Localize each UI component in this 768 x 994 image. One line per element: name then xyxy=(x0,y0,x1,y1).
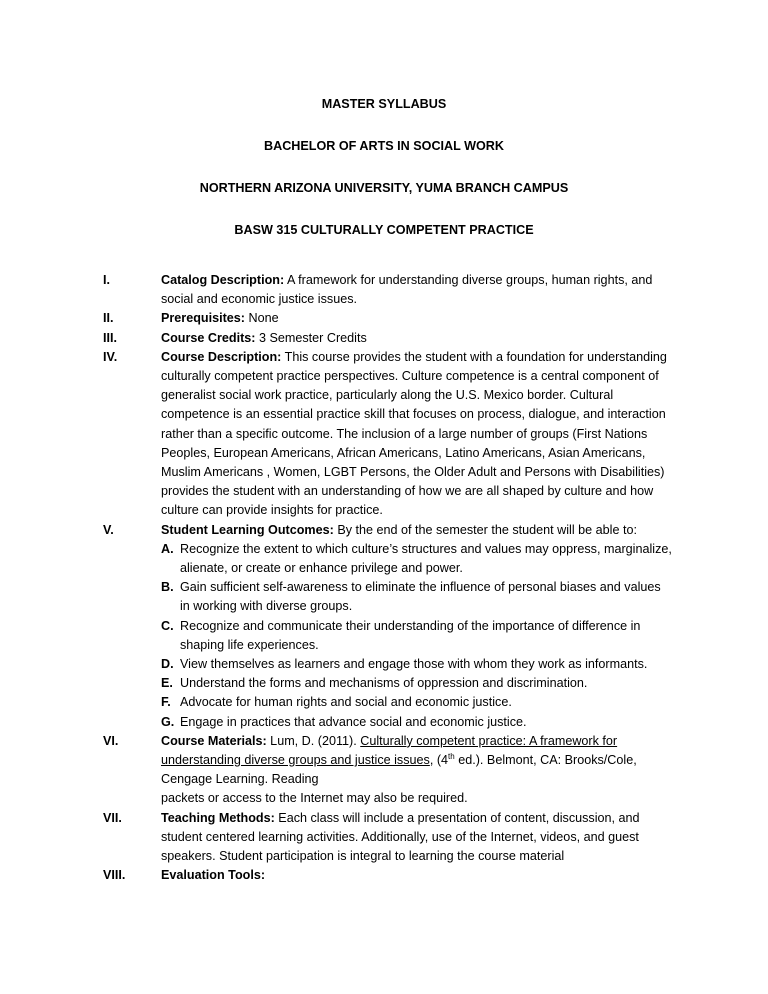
section-text: 3 Semester Credits xyxy=(255,330,367,345)
section-number: I. xyxy=(103,273,110,287)
section-label: Course Credits: xyxy=(161,330,256,345)
section-learning-outcomes xyxy=(0,521,768,732)
syllabus-header xyxy=(0,95,768,263)
outcome-item xyxy=(161,617,672,655)
outcome-text: Advocate for human rights and social and economic justice. xyxy=(180,695,512,710)
outcome-letter: F. xyxy=(161,695,171,710)
citation-publisher: ed.). Belmont, CA: Brooks/Cole, Cengage Learning. Reading xyxy=(161,753,637,787)
outcome-letter: G. xyxy=(161,714,175,729)
outcome-text: View themselves as learners and engage those with whom they work as informants. xyxy=(180,657,648,672)
outcome-item xyxy=(161,713,672,732)
outcome-letter: D. xyxy=(161,657,174,672)
section-number: VIII. xyxy=(103,868,126,883)
section-text: This course provides the student with a foundation for understanding culturally competent practice perspectives. Culture competence is a central component of generalist social work practice, particularly along the U.S. Mexico border. Cultural competence is an essential practice skill that focuses on process, dialogue, and interaction rather than a specific outcome. The inclusion of a large number of groups (First Nations Peoples, European Americans, African Americans, Latino Americans, Asian Americans, Muslim Americans , Women, LGBT Persons, the Older Adult and Persons with Disabilities) provides the student with an understanding of how we are all shaped by culture and how culture can provide insights for practice. xyxy=(161,349,667,518)
section-prerequisites xyxy=(0,309,768,328)
section-number: II. xyxy=(103,311,114,326)
section-catalog-description xyxy=(0,271,768,309)
citation-edition: , (4 xyxy=(429,753,449,768)
section-number: VII. xyxy=(103,810,122,825)
outcome-item xyxy=(161,540,672,578)
section-label: Catalog Description: xyxy=(161,273,285,287)
outcome-item xyxy=(161,674,672,693)
edition-superscript: th xyxy=(448,751,455,761)
section-label: Course Materials: xyxy=(161,733,267,748)
institution-title: NORTHERN ARIZONA UNIVERSITY, YUMA BRANCH CAMPUS xyxy=(199,181,569,195)
outcome-text: Recognize the extent to which culture’s structures and values may oppress, marginalize, alienate, or create or enhance privilege and power. xyxy=(180,541,672,576)
section-teaching-methods xyxy=(0,809,768,867)
section-number: VI. xyxy=(103,733,119,748)
section-text: None xyxy=(245,311,279,326)
section-number: III. xyxy=(103,330,117,345)
book-title: Culturally competent practice: A framework for understanding diverse groups and justice issues xyxy=(161,733,618,768)
citation-author: Lum, D. (2011). xyxy=(266,733,361,748)
section-course-credits xyxy=(0,329,768,348)
syllabus-outline xyxy=(0,271,768,886)
section-course-description xyxy=(0,348,768,521)
outcome-letter: A. xyxy=(161,541,174,556)
section-label: Evaluation Tools: xyxy=(161,868,266,883)
outcome-item xyxy=(161,693,672,712)
materials-note: packets or access to the Internet may also be required. xyxy=(161,791,468,806)
outcome-item xyxy=(161,655,672,674)
section-label: Course Description: xyxy=(161,349,282,364)
course-title: BASW 315 CULTURALLY COMPETENT PRACTICE xyxy=(234,223,534,237)
section-label: Teaching Methods: xyxy=(161,810,275,825)
section-text: By the end of the semester the student will be able to: xyxy=(333,522,637,537)
section-text: Each class will include a presentation of content, discussion, and student centered learning activities. Additionally, use of the Internet, videos, and guest speakers. Student participation is integral to learning the course material xyxy=(161,810,640,864)
outcome-text: Gain sufficient self-awareness to eliminate the influence of personal biases and values in working with diverse groups. xyxy=(180,580,661,614)
doc-title: MASTER SYLLABUS xyxy=(321,97,447,111)
section-number: V. xyxy=(103,522,114,537)
section-text: A framework for understanding diverse groups, human rights, and social and economic justice issues. xyxy=(161,273,653,307)
section-evaluation-tools xyxy=(0,866,768,885)
section-label: Student Learning Outcomes: xyxy=(161,522,334,537)
outcome-text: Engage in practices that advance social and economic justice. xyxy=(180,714,527,729)
section-label: Prerequisites: xyxy=(161,311,245,326)
outcomes-list xyxy=(161,540,672,732)
degree-title: BACHELOR OF ARTS IN SOCIAL WORK xyxy=(264,139,504,153)
outcome-text: Recognize and communicate their understanding of the importance of difference in shaping life experiences. xyxy=(180,618,641,652)
outcome-item xyxy=(161,578,672,616)
outcome-letter: B. xyxy=(161,580,174,595)
section-course-materials xyxy=(0,732,768,809)
outcome-letter: C. xyxy=(161,618,174,633)
section-number: IV. xyxy=(103,349,118,364)
outcome-text: Understand the forms and mechanisms of oppression and discrimination. xyxy=(180,676,588,691)
outcome-letter: E. xyxy=(161,676,173,691)
